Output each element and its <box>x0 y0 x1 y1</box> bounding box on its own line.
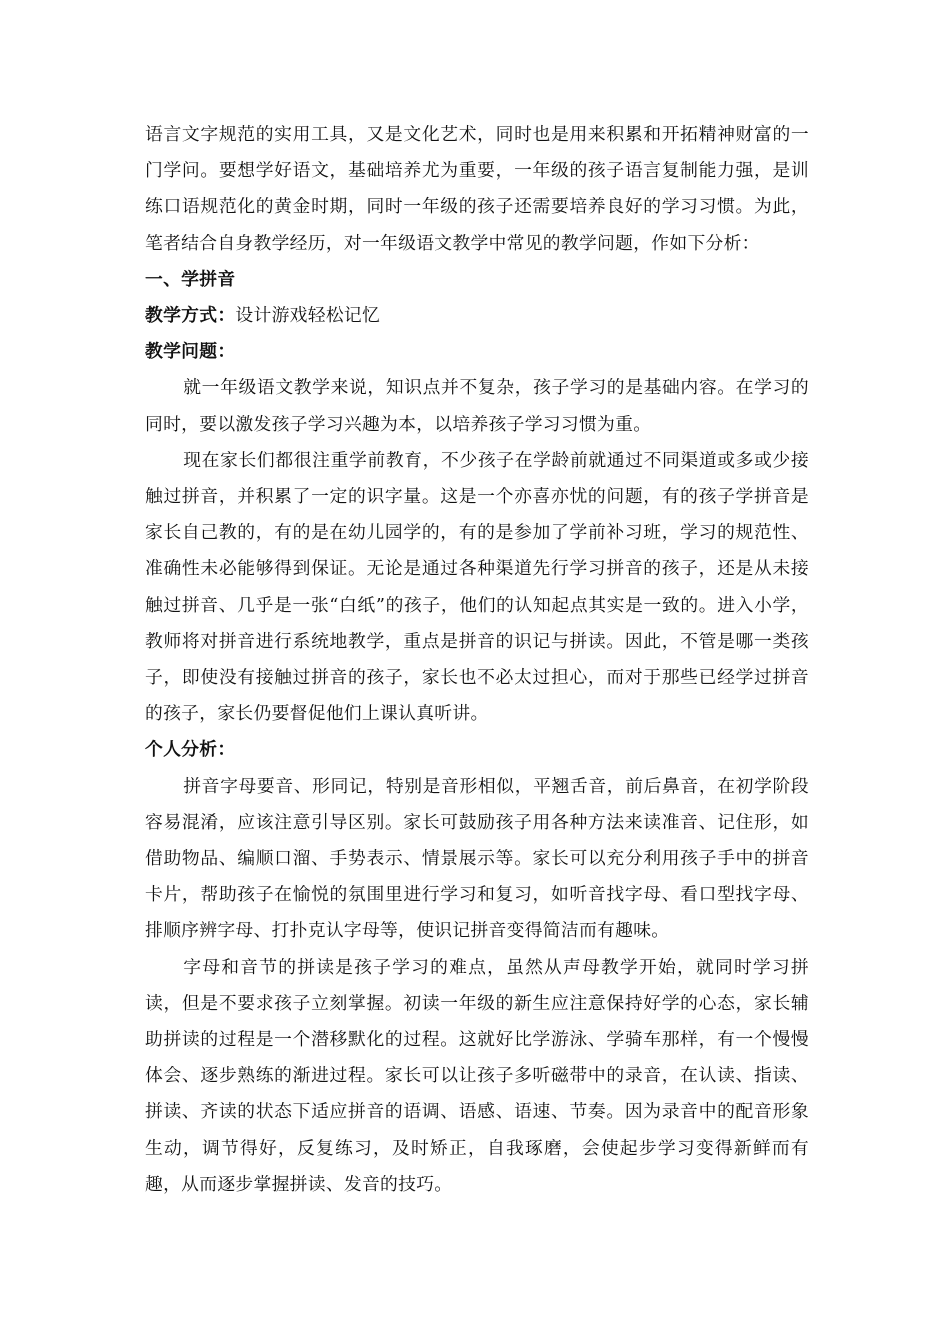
section-title: 一、学拼音 <box>145 268 236 290</box>
analysis-paragraph-2: 字母和音节的拼读是孩子学习的难点，虽然从声母教学开始，就同时学习拼读，但是不要求孩子立刻掌握。初读一年级的新生应注意保持好学的心态，家长辅助拼读的过程是一个潜移默化的过程。这就好比学游泳、学骑车那样，有一个慢慢体会、逐步熟练的渐进过程。家长可以让孩子多听磁带中的录音，在认读、指读、拼读、齐读的状态下适应拼音的语调、语感、语速、节奏。因为录音中的配音形象生动，调节得好，反复练习，及时矫正，自我琢磨，会使起步学习变得新鲜而有趣，从而逐步掌握拼读、发音的技巧。 <box>145 956 809 1195</box>
problem-paragraph-2: 现在家长们都很注重学前教育，不少孩子在学龄前就通过不同渠道或多或少接触过拼音，并积累了一定的识字量。这是一个亦喜亦忧的问题，有的孩子学拼音是家长自己教的，有的是在幼儿园学的，有的是参加了学前补习班，学习的规范性、准确性未必能够得到保证。无论是通过各种渠道先行学习拼音的孩子，还是从未接触过拼音、几乎是一张“白纸”的孩子，他们的认知起点其实是一致的。进入小学，教师将对拼音进行系统地教学，重点是拼音的识记与拼读。因此，不管是哪一类孩子，即使没有接触过拼音的孩子，家长也不必太过担心，而对于那些已经学过拼音的孩子，家长仍要督促他们上课认真听讲。 <box>145 449 809 725</box>
teaching-method-line <box>145 298 809 334</box>
document-body <box>145 117 809 1203</box>
teaching-problem-label: 教学问题： <box>145 341 236 363</box>
teaching-method-value: 设计游戏轻松记忆 <box>235 305 381 327</box>
problem-paragraph-1: 就一年级语文教学来说，知识点并不复杂，孩子学习的是基础内容。在学习的同时，要以激发孩子学习兴趣为本，以培养孩子学习习惯为重。 <box>145 377 809 435</box>
intro-paragraph: 语言文字规范的实用工具，又是文化艺术，同时也是用来积累和开拓精神财富的一门学问。要想学好语文，基础培养尤为重要，一年级的孩子语言复制能力强，是训练口语规范化的黄金时期，同时一年级的孩子还需要培养良好的学习习惯。为此，笔者结合自身教学经历，对一年级语文教学中常见的教学问题，作如下分析： <box>145 124 809 254</box>
personal-analysis-label: 个人分析： <box>145 739 236 761</box>
analysis-paragraph-1: 拼音字母要音、形同记，特别是音形相似，平翘舌音，前后鼻音，在初学阶段容易混淆，应该注意引导区别。家长可鼓励孩子用各种方法来读准音、记住形，如借助物品、编顺口溜、手势表示、情景展示等。家长可以充分利用孩子手中的拼音卡片，帮助孩子在愉悦的氛围里进行学习和复习，如听音找字母、看口型找字母、排顺序辨字母、打扑克认字母等，使识记拼音变得简洁而有趣味。 <box>145 775 809 942</box>
teaching-method-label: 教学方式： <box>145 305 236 327</box>
